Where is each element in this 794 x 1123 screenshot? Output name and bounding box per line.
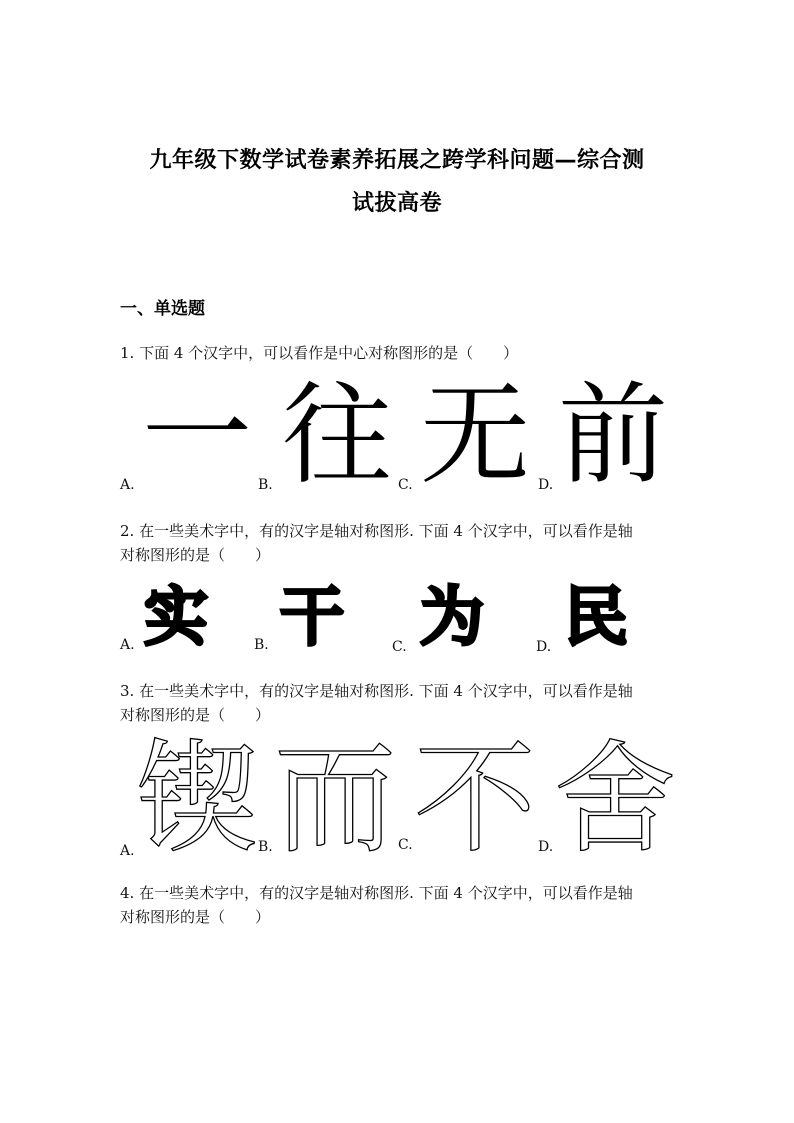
q3-option-b-char: 而 — [274, 728, 396, 870]
question-3-text-line-1: 3. 在一些美术字中，有的汉字是轴对称图形. 下面 4 个汉字中，可以看作是轴 — [120, 682, 633, 700]
q1-option-c-label: C. — [398, 477, 413, 493]
page-title-line-2: 试拔高卷 — [351, 191, 442, 216]
q2-option-a-char: 实 — [144, 581, 208, 655]
question-2-text-line-2: 对称图形的是（ ） — [120, 546, 271, 564]
q1-option-b-label: B. — [258, 477, 273, 493]
q2-option-c-char: 为 — [420, 581, 484, 655]
q3-option-c-char: 不 — [414, 728, 536, 870]
q3-option-d-char: 舍 — [554, 728, 676, 870]
q2-option-b-label: B. — [254, 637, 269, 653]
q2-option-b-char: 干 — [280, 581, 344, 655]
q3-option-c-label: C. — [398, 837, 413, 853]
q1-option-a-label: A. — [120, 477, 135, 493]
q3-option-a-char: 锲 — [136, 728, 258, 870]
section-heading: 一、单选题 — [120, 299, 205, 319]
q2-option-d-char: 民 — [564, 581, 628, 655]
q1-option-a-char: 一 — [142, 371, 252, 499]
q2-option-c-label: C. — [392, 639, 407, 655]
question-1-text: 1. 下面 4 个汉字中，可以看作是中心对称图形的是（ ） — [120, 344, 519, 362]
page-title-line-1: 九年级下数学试卷素养拓展之跨学科问题—综合测 — [149, 148, 645, 173]
q1-option-d-label: D. — [538, 477, 554, 493]
question-4-text-line-1: 4. 在一些美术字中，有的汉字是轴对称图形. 下面 4 个汉字中，可以看作是轴 — [120, 884, 633, 902]
q1-option-c-char: 无 — [420, 371, 530, 499]
question-3-text-line-2: 对称图形的是（ ） — [120, 706, 271, 724]
q3-option-a-label: A. — [120, 843, 135, 859]
q2-option-d-label: D. — [536, 639, 552, 655]
q1-option-b-char: 往 — [282, 371, 392, 499]
question-4-text-line-2: 对称图形的是（ ） — [120, 908, 271, 926]
q2-option-a-label: A. — [120, 637, 135, 653]
question-2-text-line-1: 2. 在一些美术字中，有的汉字是轴对称图形. 下面 4 个汉字中，可以看作是轴 — [120, 522, 633, 540]
q3-option-d-label: D. — [538, 839, 554, 855]
q3-option-b-label: B. — [258, 839, 273, 855]
q1-option-d-char: 前 — [558, 371, 668, 499]
